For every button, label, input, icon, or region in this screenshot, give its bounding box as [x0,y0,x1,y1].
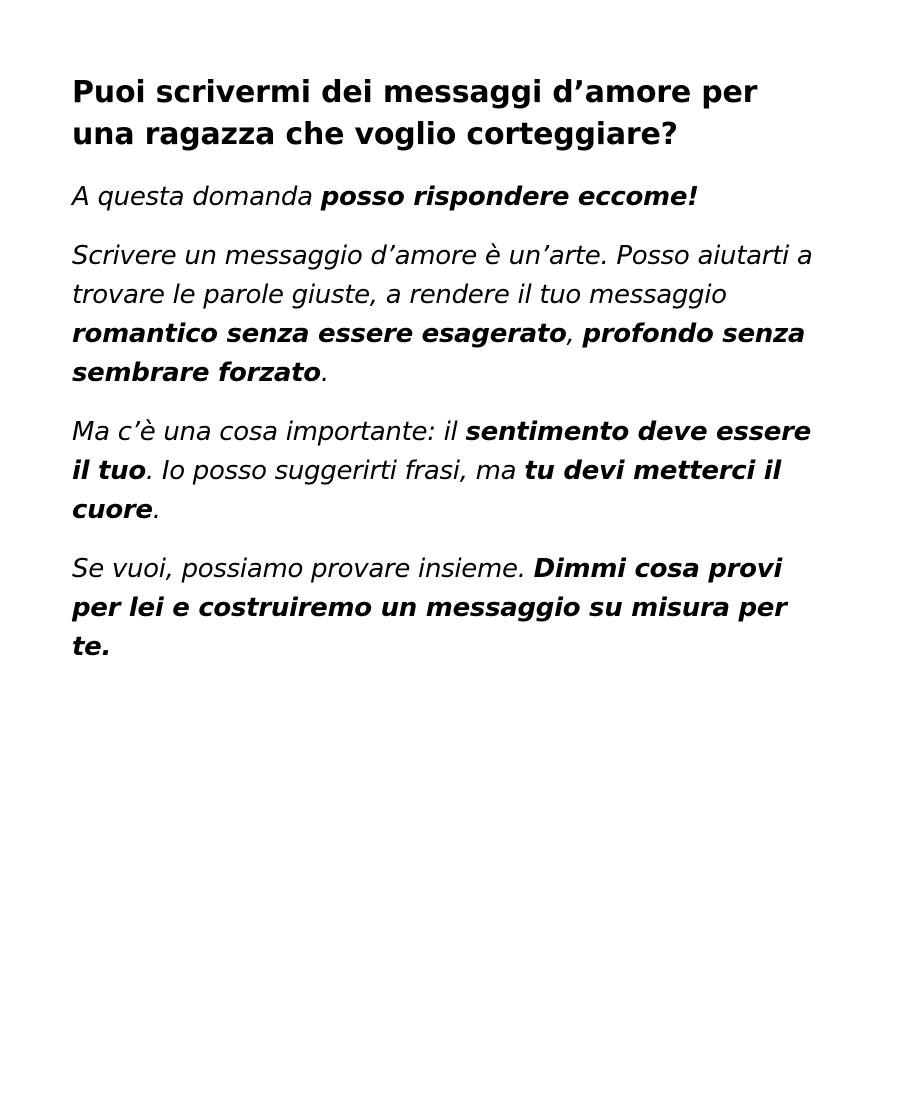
question-line-2: una ragazza che voglio corteggiare? [72,117,678,152]
answer-paragraph-4 [72,550,832,667]
p1-emphasis-1: posso rispondere eccome! [320,182,699,212]
p4-emphasis-1: Dimmi cosa provi per lei e costruiremo un messaggio su misura per te. [72,554,787,662]
p1-text-1: A questa domanda [72,182,321,212]
p3-text-3: . [152,495,161,525]
answer-paragraph-2 [72,237,832,393]
answer-paragraph-3 [72,413,832,530]
p2-emphasis-2: profondo senza sembrare forzato [72,319,806,388]
question-heading [72,72,832,156]
p3-emphasis-1: sentimento deve essere il tuo [72,417,811,486]
document-page [72,72,832,687]
p3-text-1: Ma c’è una cosa importante: il [72,417,466,447]
p4-text-1: Se vuoi, possiamo provare insieme. [72,554,534,584]
p3-emphasis-2: tu devi metterci il cuore [72,456,781,525]
question-line-1: Puoi scrivermi dei messaggi d’amore per [72,75,758,110]
p2-text-2: , [566,319,583,349]
answer-paragraph-1 [72,178,832,217]
p2-emphasis-1: romantico senza essere esagerato [72,319,567,349]
p3-text-2: . Io posso suggerirti frasi, ma [145,456,525,486]
p2-text-3: . [320,358,329,388]
p2-text-1: Scrivere un messaggio d’amore è un’arte. Posso aiutarti a trovare le parole giuste, a rendere il tuo messaggio [72,241,813,310]
